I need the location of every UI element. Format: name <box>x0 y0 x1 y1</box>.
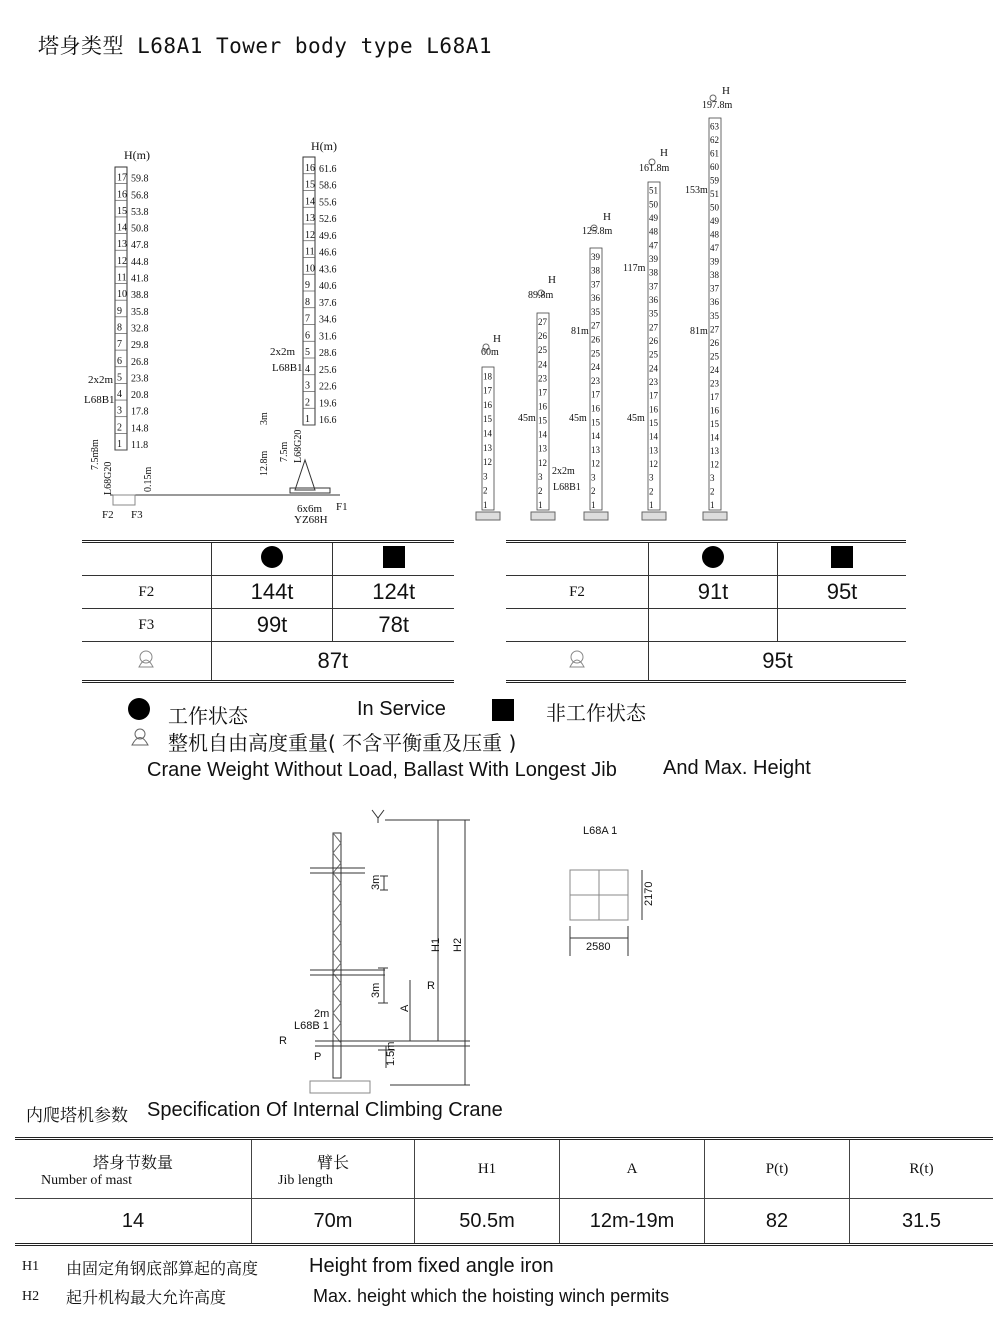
section-number: 23 <box>591 375 600 386</box>
section-number: 27 <box>538 317 547 328</box>
section-number: 17 <box>538 387 547 398</box>
tower2-l68g20-label: L68G20 <box>293 429 304 463</box>
section-height: 16.6 <box>319 415 337 426</box>
spec-title-cn: 内爬塔机参数 <box>26 1106 128 1126</box>
base-frame <box>295 460 315 490</box>
section-number: 12 <box>538 457 547 468</box>
section-height: 28.6 <box>319 348 337 359</box>
h1258-label: 125.8m <box>582 226 613 237</box>
legend-out-cn: 非工作状态 <box>546 701 646 725</box>
section-number: 27 <box>710 324 719 335</box>
section-number: 26 <box>710 337 719 348</box>
climb-3m-label-2: 3m <box>370 982 382 998</box>
section-height: 11.8 <box>131 440 149 451</box>
header-cell: R(t) <box>850 1139 994 1199</box>
section-number: 23 <box>710 378 719 389</box>
note-en-h1: Height from fixed angle iron <box>309 1255 554 1277</box>
data-cell: 12m-19m <box>560 1199 705 1245</box>
section-number: 49 <box>710 216 719 227</box>
section-height: 46.6 <box>319 247 337 259</box>
section-height: 35.8 <box>131 306 149 318</box>
section-number: 14 <box>305 196 315 208</box>
section-height: 25.6 <box>319 364 337 376</box>
data-cell: 70m <box>252 1199 415 1245</box>
note-cn-h2: 起升机构最大允许高度 <box>66 1288 227 1307</box>
section-number: 36 <box>710 297 719 308</box>
section-height: 41.8 <box>131 273 149 285</box>
section-height: 20.8 <box>131 390 149 402</box>
section-height: 58.6 <box>319 180 337 192</box>
header-cell: H1 <box>415 1139 560 1199</box>
section-number: 3 <box>710 472 715 483</box>
section-number: 16 <box>305 162 315 174</box>
tower3-2x2-label: 2x2m <box>552 466 575 477</box>
data-cell: 14 <box>15 1199 252 1245</box>
section-number: 1 <box>305 414 310 425</box>
section-number: 25 <box>649 349 658 360</box>
section-number: 26 <box>649 336 658 346</box>
yz68h-label: YZ68H <box>294 514 328 526</box>
section-number: 14 <box>649 431 658 442</box>
section-number: 37 <box>710 283 719 294</box>
section-number: 3 <box>649 472 654 483</box>
h1978-label: 197.8m <box>702 100 733 111</box>
weight-cell: 87t <box>211 642 454 682</box>
tower2-h-label: H(m) <box>311 139 337 153</box>
row-label: F2 <box>506 576 649 609</box>
base-block <box>113 495 135 505</box>
spec-table <box>15 1137 993 1246</box>
section-height: 47.8 <box>131 240 149 252</box>
section-number: 18 <box>483 371 492 382</box>
legend-service-icon <box>128 698 150 720</box>
section-height: 37.6 <box>319 297 337 309</box>
tower1-2x2-label: 2x2m <box>88 374 114 386</box>
section-number: 3 <box>538 471 543 482</box>
section-number: 7 <box>305 313 310 325</box>
section-height: 56.8 <box>131 190 149 202</box>
section-number: 11 <box>117 272 127 284</box>
section-height: 61.6 <box>319 163 337 175</box>
section-number: 15 <box>710 418 719 429</box>
section-height: 31.6 <box>319 331 337 343</box>
section-number: 15 <box>117 205 127 217</box>
tower-3 <box>110 95 727 520</box>
h898-label: 89.8m <box>528 290 554 301</box>
section-number: 2 <box>117 422 122 434</box>
section-number: 13 <box>538 443 547 454</box>
zero-fifteen-label: 0.15m <box>143 466 154 492</box>
section-height: 26.8 <box>131 356 149 368</box>
section-number: 47 <box>649 240 658 251</box>
section-number: 48 <box>710 229 719 240</box>
out-of-service-icon <box>831 546 853 568</box>
f3-label: F3 <box>131 509 143 521</box>
section-number: 23 <box>649 377 658 387</box>
value-cell: 91t <box>649 576 778 609</box>
section-number: 8 <box>117 322 122 334</box>
section-number: 16 <box>483 399 492 410</box>
section-number: 14 <box>591 431 600 442</box>
data-cell: 82 <box>705 1199 850 1245</box>
section-number: 5 <box>117 372 122 384</box>
section-number: 35 <box>591 306 600 317</box>
section-number: 24 <box>538 359 547 370</box>
section-height: 34.6 <box>319 314 337 326</box>
section-number: 9 <box>305 280 310 291</box>
section-number: 3 <box>305 380 310 392</box>
mast-base <box>642 512 666 520</box>
tower2-2x2-label: 2x2m <box>270 346 296 358</box>
section-height: 32.8 <box>131 323 149 335</box>
6x6-label: 6x6m <box>297 503 323 515</box>
section-number: 16 <box>649 404 658 415</box>
section-number: 2 <box>591 486 596 497</box>
row-label <box>506 609 649 642</box>
section-number: 36 <box>649 295 658 305</box>
section-number: 3 <box>483 471 488 482</box>
mast-base <box>531 512 555 520</box>
section-number: 2 <box>649 486 654 497</box>
section-number: 35 <box>649 308 658 319</box>
tower2-three-m-label: 3m <box>259 412 270 425</box>
section-number: 35 <box>710 310 719 321</box>
section-number: 12 <box>483 457 492 468</box>
section-number: 13 <box>591 444 600 455</box>
section-number: 1 <box>483 500 488 510</box>
section-number: 13 <box>710 445 719 456</box>
climb-3m-label-1: 3m <box>370 874 382 890</box>
m45-label-2: 45m <box>569 413 587 424</box>
value-cell <box>649 609 778 642</box>
section-number: 2 <box>305 397 310 409</box>
legend-weight-cn: 整机自由高度重量( 不含平衡重及压重 ) <box>168 731 517 755</box>
h-label-5: H <box>722 85 730 97</box>
data-cell: 50.5m <box>415 1199 560 1245</box>
l68a1-label: L68A 1 <box>583 825 618 837</box>
section-height: 52.6 <box>319 214 337 225</box>
section-height: 59.8 <box>131 173 149 185</box>
value-cell: 95t <box>778 576 907 609</box>
section-number: 27 <box>649 322 658 333</box>
section-number: 7 <box>117 339 122 351</box>
section-number: 26 <box>538 331 547 342</box>
section-number: 39 <box>710 256 719 267</box>
section-number: 10 <box>117 289 127 301</box>
section-number: 17 <box>117 172 127 184</box>
section-number: 63 <box>710 121 719 132</box>
h1618-label: 161.8m <box>639 163 670 174</box>
dim-2580: 2580 <box>586 941 611 953</box>
section-height: 29.8 <box>131 340 149 352</box>
section-height: 22.6 <box>319 381 337 393</box>
section-height: 17.8 <box>131 406 149 418</box>
note-key-h1: H1 <box>22 1259 40 1274</box>
in-service-icon <box>702 546 724 568</box>
load-table-right <box>506 540 906 683</box>
section-number: 2 <box>710 486 715 497</box>
tower-elevation-diagram <box>0 70 1000 530</box>
section-number: 37 <box>649 281 658 292</box>
note-cn-h1: 由固定角钢底部算起的高度 <box>66 1259 259 1278</box>
section-number: 36 <box>591 293 600 304</box>
section-number: 16 <box>538 401 547 412</box>
section-number: 37 <box>591 279 600 290</box>
section-number: 38 <box>710 270 719 281</box>
f2-label: F2 <box>102 509 114 521</box>
section-number: 13 <box>305 213 315 224</box>
section-height: 50.8 <box>131 223 149 235</box>
section-number: 27 <box>591 320 600 331</box>
section-number: 8 <box>305 296 310 308</box>
section-number: 62 <box>710 135 719 146</box>
tower1-h-label: H(m) <box>124 148 150 162</box>
header-cell: A <box>560 1139 705 1199</box>
tower2-seven-five-label: 7.5m <box>279 441 290 462</box>
section-height: 44.8 <box>131 256 149 268</box>
section-number: 1 <box>117 439 122 450</box>
section-number: 12 <box>305 229 315 241</box>
section-number: 1 <box>538 500 543 510</box>
section-height: 55.6 <box>319 197 337 209</box>
section-number: 6 <box>117 355 122 367</box>
h-label-3: H <box>603 211 611 223</box>
header-cn: 臂长 <box>316 1152 349 1172</box>
value-cell: 144t <box>211 576 333 609</box>
section-number: 12 <box>649 459 658 469</box>
legend-service-cn: 工作状态 <box>168 704 248 728</box>
section-number: 14 <box>483 428 492 439</box>
note-key-h2: H2 <box>22 1289 40 1304</box>
tower-1 <box>115 167 149 451</box>
value-cell: 78t <box>333 609 454 642</box>
section-number: 38 <box>649 267 658 278</box>
twelve-eight-label: 12.8m <box>259 450 270 476</box>
spec-title-en: Specification Of Internal Climbing Crane <box>147 1099 503 1121</box>
section-number: 17 <box>591 389 600 400</box>
h1-label: H1 <box>430 937 442 952</box>
load-table-left <box>82 540 454 683</box>
m45-label-3: 45m <box>627 413 645 424</box>
section-number: 50 <box>710 202 719 213</box>
climbing-crane-diagram <box>270 798 690 1098</box>
section-number: 24 <box>649 363 658 374</box>
section-number: 4 <box>305 363 310 375</box>
dim-2170: 2170 <box>643 881 655 906</box>
section-number: 13 <box>483 442 492 453</box>
section-number: 48 <box>649 226 658 237</box>
row-label: F2 <box>82 576 211 609</box>
section-number: 25 <box>710 351 719 362</box>
note-en-h2: Max. height which the hoisting winch permits <box>313 1286 670 1306</box>
section-number: 50 <box>649 199 658 210</box>
section-number: 5 <box>305 347 310 358</box>
section-number: 16 <box>710 405 719 416</box>
climb-2m-label: 2m <box>314 1008 330 1020</box>
section-number: 51 <box>710 189 719 200</box>
section-number: 6 <box>305 330 310 342</box>
tower-2 <box>303 157 337 426</box>
h2-label: H2 <box>452 937 464 952</box>
section-number: 14 <box>117 222 127 234</box>
h60-label: 60m <box>481 347 499 358</box>
page-title: 塔身类型 L68A1 Tower body type L68A1 <box>38 34 493 58</box>
section-number: 25 <box>591 348 600 359</box>
value-cell <box>778 609 907 642</box>
section-number: 23 <box>538 373 547 384</box>
weight-icon <box>136 649 156 669</box>
section-number: 15 <box>538 415 547 426</box>
three-m-label: 3m <box>90 439 101 452</box>
section-number: 39 <box>649 254 658 264</box>
section-number: 61 <box>710 148 719 159</box>
section-number: 17 <box>483 385 492 396</box>
mast-base <box>584 512 608 520</box>
section-height: 23.8 <box>131 373 149 385</box>
out-of-service-icon <box>383 546 405 568</box>
section-number: 9 <box>117 305 122 317</box>
section-number: 15 <box>305 179 315 191</box>
tower2-l68b1-label: L68B1 <box>272 362 303 374</box>
section-number: 26 <box>591 334 600 345</box>
section-number: 3 <box>591 472 596 483</box>
section-number: 16 <box>591 403 600 414</box>
section-number: 14 <box>710 432 719 443</box>
section-number: 49 <box>649 213 658 223</box>
weight-cell: 95t <box>649 642 907 682</box>
section-number: 47 <box>710 243 719 254</box>
section-height: 53.8 <box>131 206 149 218</box>
seven-five-label: 7.5m <box>90 449 101 470</box>
l68g20-label: L68G20 <box>103 461 114 495</box>
section-number: 38 <box>591 265 600 276</box>
climb-l68b1-label: L68B 1 <box>294 1020 329 1032</box>
row-label: F3 <box>82 609 211 642</box>
h-label-2: H <box>548 274 556 286</box>
value-cell: 124t <box>333 576 454 609</box>
section-number: 13 <box>117 239 127 251</box>
m153-label: 153m <box>685 185 708 196</box>
legend-weight-en: Crane Weight Without Load, Ballast With Longest Jib <box>147 759 617 781</box>
h-label-1: H <box>493 333 501 345</box>
m81-label-1: 81m <box>571 326 589 337</box>
section-number: 17 <box>649 390 658 401</box>
legend-out-icon <box>492 699 514 721</box>
section-height: 49.6 <box>319 230 337 242</box>
section-number: 10 <box>305 263 315 275</box>
section-number: 3 <box>117 405 122 417</box>
section-number: 12 <box>591 458 600 469</box>
section-number: 39 <box>591 251 600 262</box>
m117-label: 117m <box>623 263 646 274</box>
tower3-l68b1-label: L68B1 <box>553 482 581 493</box>
header-en: Jib length <box>278 1172 333 1188</box>
header-cell <box>15 1139 252 1199</box>
section-number: 60 <box>710 162 719 173</box>
value-cell: 99t <box>211 609 333 642</box>
section-height: 19.6 <box>319 398 337 410</box>
section-number: 15 <box>649 418 658 428</box>
mast-base <box>703 512 727 520</box>
legend-weight-en2: And Max. Height <box>663 757 811 779</box>
legend-weight-icon <box>130 727 150 747</box>
section-number: 12 <box>117 255 127 267</box>
section-height: 38.8 <box>131 290 149 302</box>
section-number: 1 <box>649 500 654 510</box>
header-cell <box>252 1139 415 1199</box>
p-label: P <box>314 1051 322 1063</box>
r-label-2: R <box>279 1035 287 1047</box>
tower1-l68b1-label: L68B1 <box>84 394 115 406</box>
section-number: 16 <box>117 189 127 201</box>
section-number: 25 <box>538 345 547 356</box>
section-number: 24 <box>591 362 600 373</box>
section-number: 59 <box>710 175 719 186</box>
data-cell: 31.5 <box>850 1199 994 1245</box>
section-number: 11 <box>305 246 315 258</box>
in-service-icon <box>261 546 283 568</box>
section-height: 14.8 <box>131 423 149 435</box>
section-number: 1 <box>591 500 596 510</box>
section-number: 14 <box>538 429 547 440</box>
section-number: 1 <box>710 500 715 510</box>
h-label-4: H <box>660 147 668 159</box>
m45-label-1: 45m <box>518 413 536 424</box>
section-number: 24 <box>710 364 719 375</box>
header-cell: P(t) <box>705 1139 850 1199</box>
section-number: 4 <box>117 389 122 401</box>
section-number: 12 <box>710 459 719 470</box>
mast-base <box>476 512 500 520</box>
section-height: 43.6 <box>319 264 337 276</box>
section-number: 13 <box>649 445 658 456</box>
f1-label: F1 <box>336 501 348 513</box>
weight-icon <box>567 649 587 669</box>
a-label: A <box>399 1004 411 1012</box>
section-number: 2 <box>483 485 488 496</box>
section-number: 15 <box>483 414 492 425</box>
section-number: 2 <box>538 485 543 496</box>
r-label-1: R <box>427 980 435 992</box>
m81-label-2: 81m <box>690 326 708 337</box>
section-number: 15 <box>591 417 600 428</box>
section-number: 51 <box>649 185 658 196</box>
legend-service-en: In Service <box>357 698 446 720</box>
header-cn: 塔身节数量 <box>92 1152 173 1172</box>
section-height: 40.6 <box>319 281 337 292</box>
header-en: Number of mast <box>41 1172 132 1188</box>
section-number: 17 <box>710 391 719 402</box>
one-five-label: 1.5m <box>385 1041 397 1066</box>
